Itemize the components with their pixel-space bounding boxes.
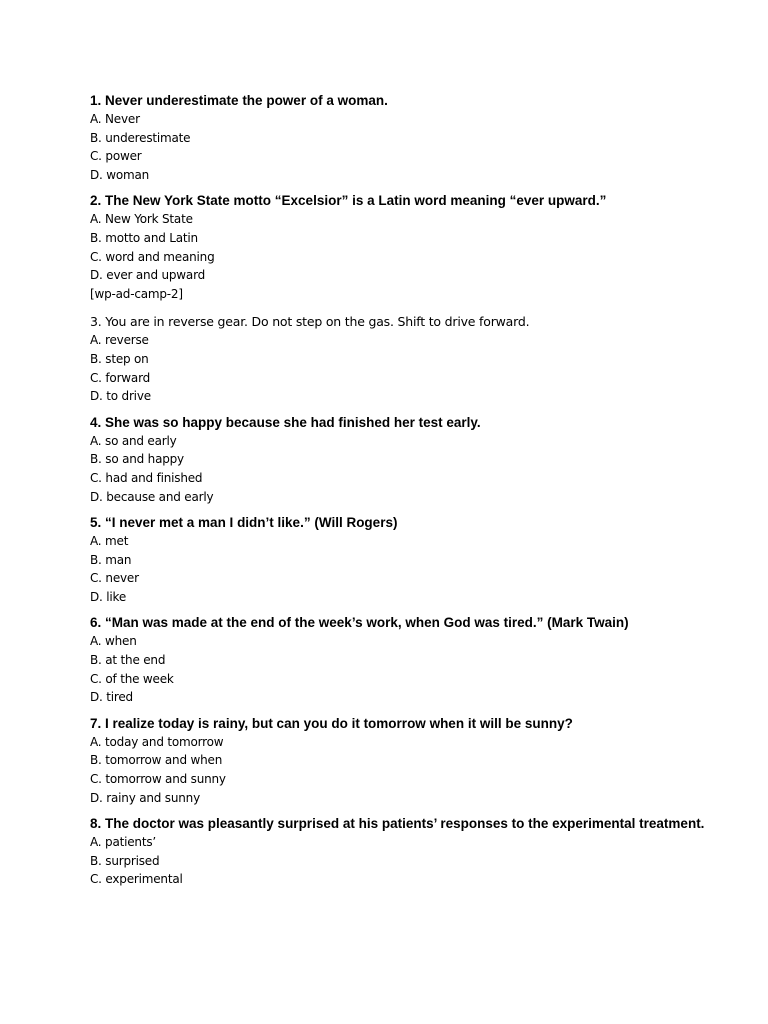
option-b: B. so and happy — [90, 452, 184, 467]
option-d: D. tired — [90, 690, 133, 705]
option-a: A. Never — [90, 112, 140, 126]
option-b: B. surprised — [90, 853, 160, 868]
option-a: A. patients’ — [90, 835, 156, 850]
question-title: 3. You are in reverse gear. Do not step on the gas. Shift to drive forward. — [90, 314, 530, 330]
option-b: B. man — [90, 552, 132, 567]
quiz-document — [90, 92, 730, 897]
question-title: 5. “I never met a man I didn’t like.” (Will Rogers) — [90, 515, 398, 531]
option-d: D. ever and upward — [90, 268, 206, 283]
question-4 — [90, 414, 730, 506]
option-b: B. underestimate — [90, 130, 191, 145]
option-a: A. met — [90, 534, 129, 549]
option-c: C. power — [90, 149, 142, 164]
question-title: 8. The doctor was pleasantly surprised at his patients’ responses to the experimental treatment. — [90, 816, 705, 832]
question-title: 1. Never underestimate the power of a woman. — [90, 93, 388, 108]
option-a: A. today and tomorrow — [90, 734, 224, 749]
question-1 — [90, 92, 730, 184]
option-d: D. because and early — [90, 489, 214, 504]
option-d: D. to drive — [90, 389, 151, 404]
option-b: B. tomorrow and when — [90, 753, 223, 768]
question-3 — [90, 313, 730, 405]
question-title: 7. I realize today is rainy, but can you do it tomorrow when it will be sunny? — [90, 715, 573, 731]
question-title: 2. The New York State motto “Excelsior” is a Latin word meaning “ever upward.” — [90, 193, 607, 209]
option-a: A. when — [90, 634, 137, 649]
option-d: D. rainy and sunny — [90, 790, 200, 805]
question-6 — [90, 614, 730, 706]
option-b: B. motto and Latin — [90, 230, 198, 245]
option-c: C. of the week — [90, 671, 174, 686]
option-d: D. woman — [90, 167, 150, 182]
option-a: A. reverse — [90, 333, 149, 348]
question-5 — [90, 514, 730, 606]
option-c: C. never — [90, 571, 139, 586]
option-c: C. tomorrow and sunny — [90, 772, 226, 787]
option-a: A. New York State — [90, 212, 193, 227]
option-d: D. like — [90, 589, 127, 604]
ad-shortcode: [wp-ad-camp-2] — [90, 286, 183, 301]
question-7 — [90, 715, 730, 807]
option-c: C. forward — [90, 370, 151, 385]
option-c: C. word and meaning — [90, 249, 215, 264]
question-title: 6. “Man was made at the end of the week’s work, when God was tired.” (Mark Twain) — [90, 615, 629, 631]
option-b: B. at the end — [90, 653, 166, 668]
question-2 — [90, 192, 730, 303]
option-a: A. so and early — [90, 433, 177, 448]
question-8 — [90, 815, 730, 889]
option-b: B. step on — [90, 351, 149, 366]
question-title: 4. She was so happy because she had finished her test early. — [90, 414, 481, 430]
option-c: C. had and finished — [90, 470, 203, 485]
option-c: C. experimental — [90, 872, 183, 887]
